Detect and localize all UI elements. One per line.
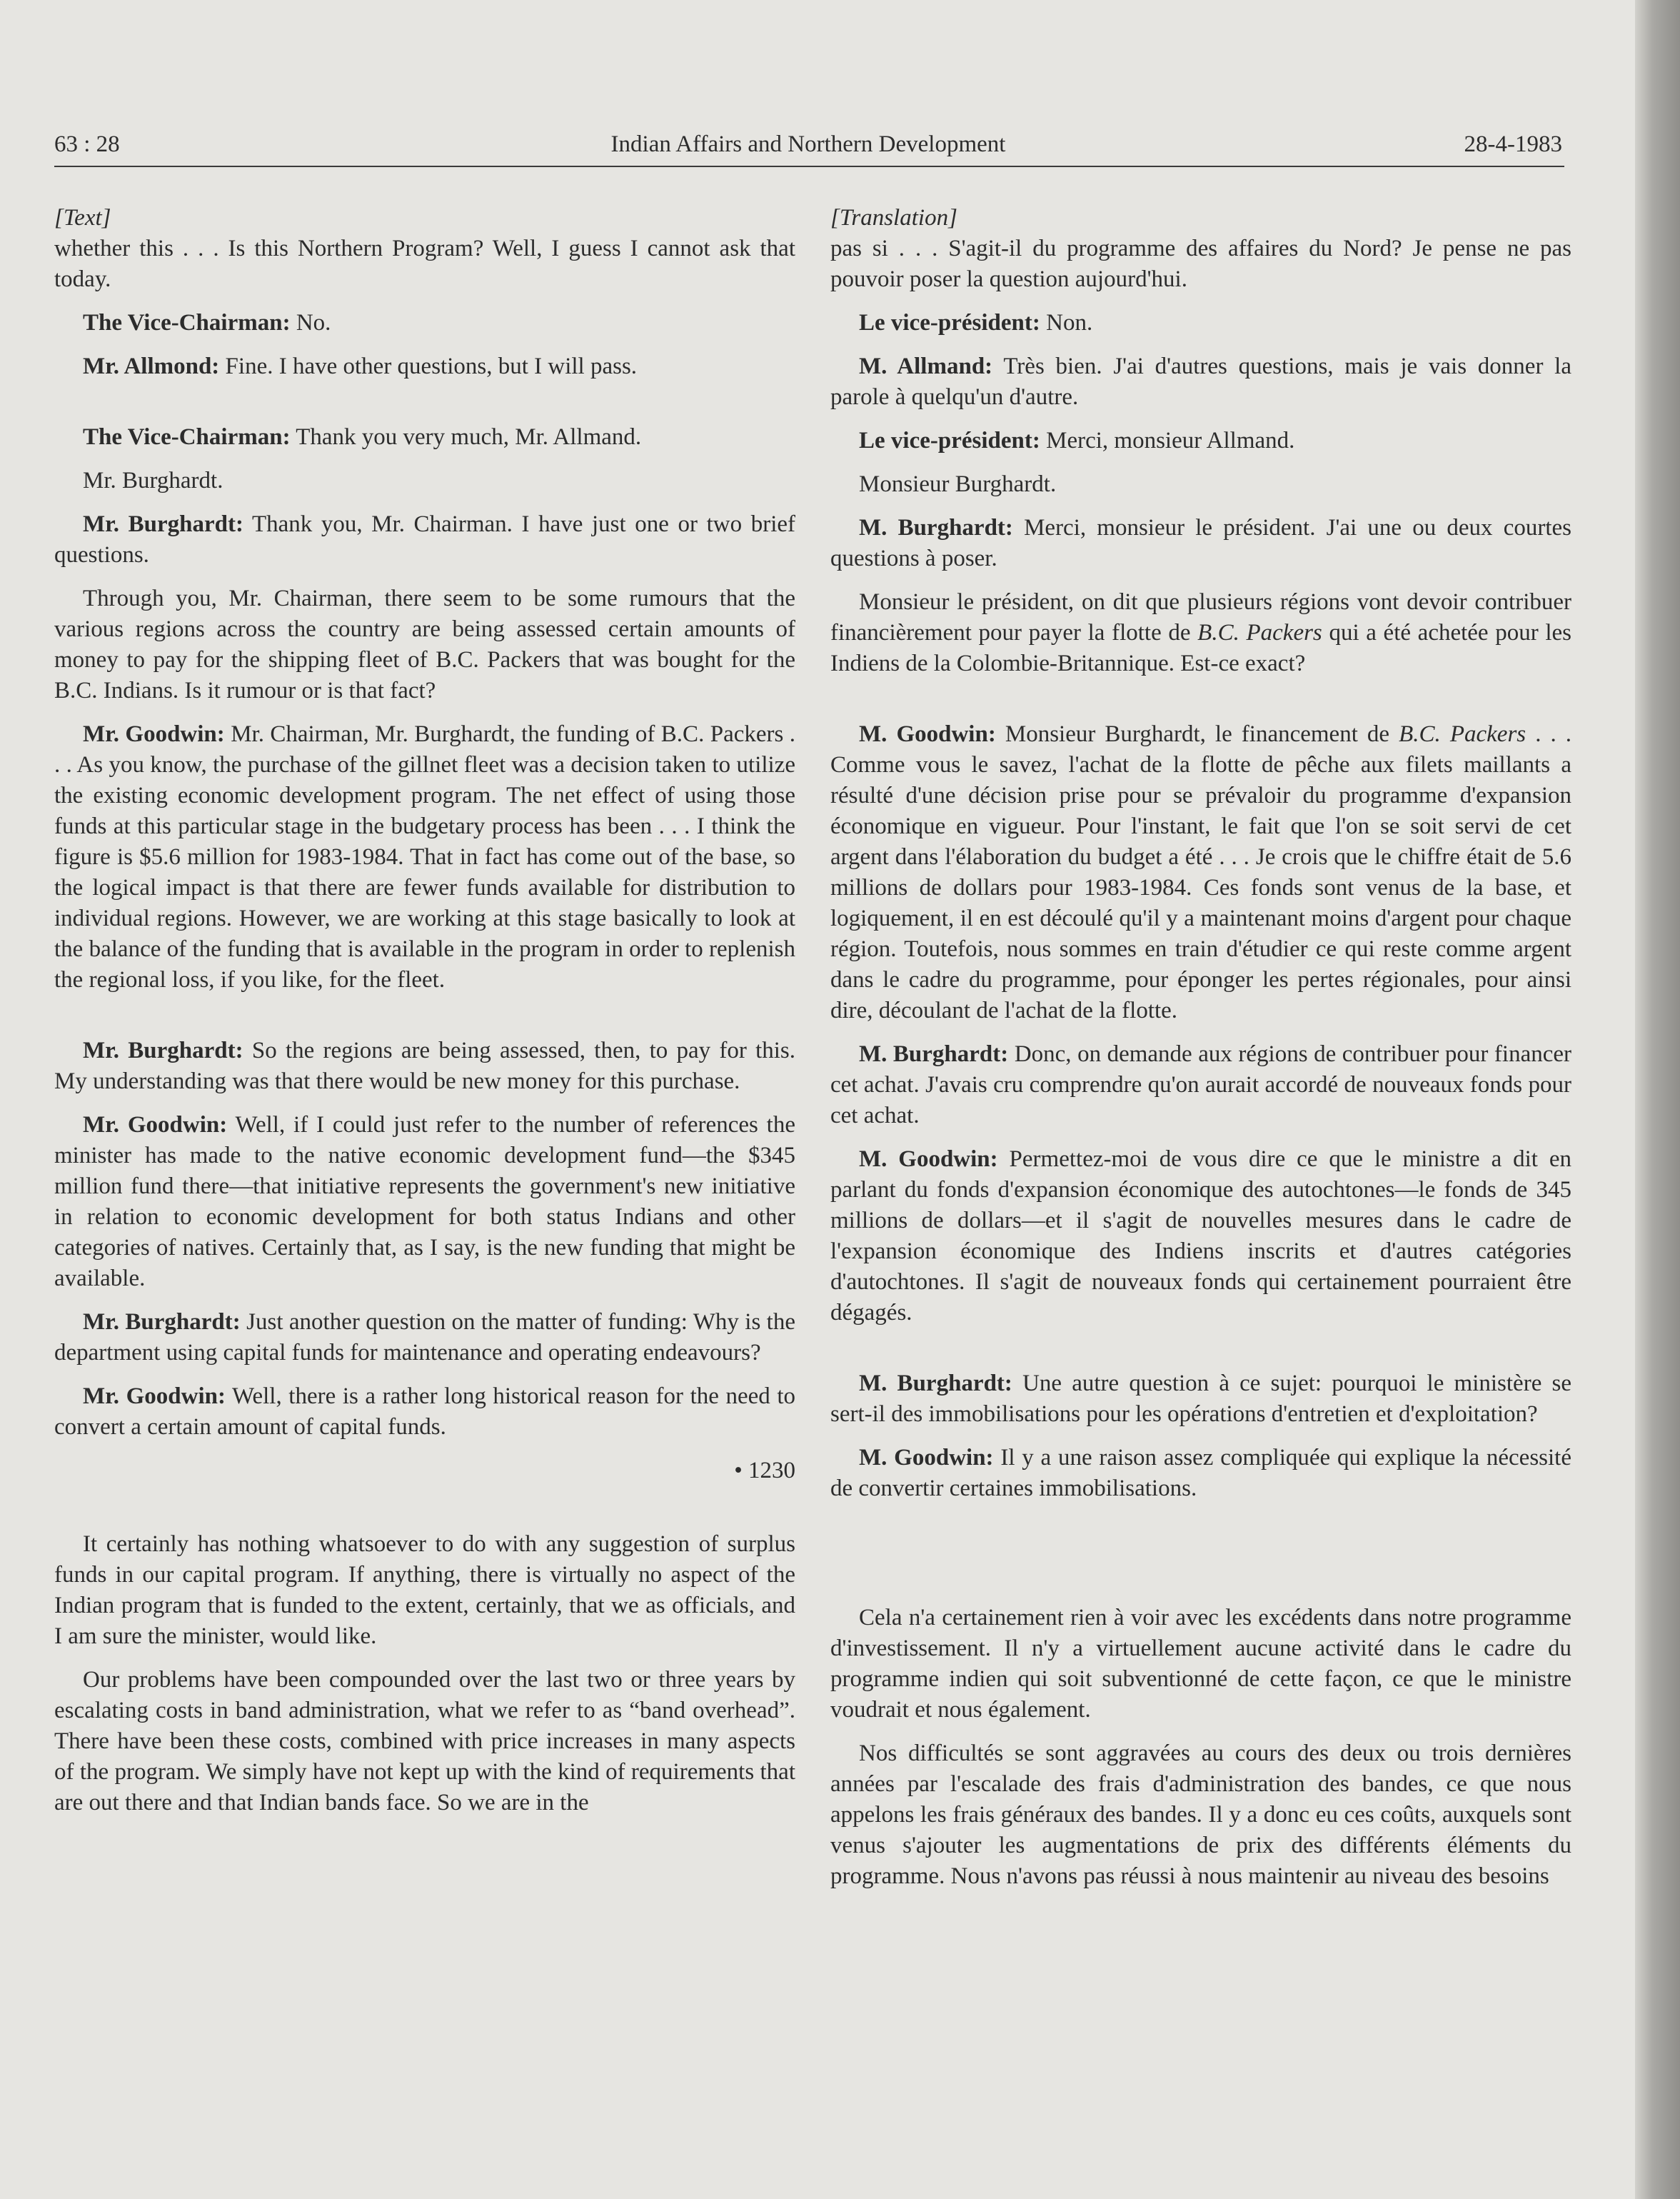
speaker-name: Mr. Goodwin:	[83, 1112, 228, 1138]
paragraph: M. Burghardt: Une autre question à ce sujet: pourquoi le ministère se sert-il des immobilisations pour les opérations d'entretien et d'exploitation?	[830, 1371, 1571, 1427]
paragraph: M. Goodwin: Il y a une raison assez compliquée qui explique la nécessité de convertir certaines immobilisations.	[830, 1445, 1571, 1501]
speaker-name: M. Allmand:	[859, 354, 993, 379]
paragraph: Monsieur le président, on dit que plusieurs régions vont devoir contribuer financièrement pour payer la flotte de B.C. Packers qui a été achetée pour les Indiens de la Colombie-Britannique. Est-ce exact?	[830, 589, 1572, 676]
speaker-name: M. Burghardt:	[859, 515, 1013, 541]
speaker-name: The Vice-Chairman:	[83, 310, 291, 336]
paragraph: Nos difficultés se sont aggravées au cours des deux ou trois dernières années par l'escalade des frais d'administration des bandes, ce que nous appelons les frais généraux des bandes. Il y a donc eu ces coûts, auxquels sont venus s'ajouter les augmentations de prix des différents éléments du programme. Nous n'avons pas réussi à nous maintenir au niveau des besoins	[830, 1740, 1571, 1889]
paragraph: It certainly has nothing whatsoever to do with any suggestion of surplus funds in our capital program. If anything, there is virtually no aspect of the Indian program that is funded to the extent, certainly, that we as officials, and I am sure the minister, would like.	[54, 1531, 795, 1649]
running-title: Indian Affairs and Northern Development	[610, 131, 1006, 157]
text-label: [Text]	[54, 205, 111, 231]
page-edge-shadow	[1635, 0, 1680, 2199]
paragraph: Mr. Burghardt: So the regions are being assessed, then, to pay for this. My understanding was that there would be new money for this purchase.	[54, 1038, 796, 1094]
paragraph: Mr. Burghardt.	[83, 468, 223, 494]
paragraph: Mr. Burghardt: Thank you, Mr. Chairman. I have just one or two brief questions.	[54, 511, 795, 568]
paragraph: Le vice-président: Merci, monsieur Allmand.	[859, 428, 1295, 454]
speaker-name: Mr. Goodwin:	[83, 721, 225, 747]
paragraph: M. Burghardt: Donc, on demande aux régions de contribuer pour financer cet achat. J'avais cru comprendre qu'on aurait accordé de nouveaux fonds pour cet achat.	[830, 1041, 1572, 1128]
paragraph: M. Goodwin: Monsieur Burghardt, le financement de B.C. Packers . . . Comme vous le savez, l'achat de la flotte de pêche aux filets maillants a résulté d'une décision prise pour se prévaloir du programme d'expansion économique en vigueur. Pour l'instant, le fait que l'on se soit servi de cet argent dans l'élaboration du budget a été . . . Je crois que le chiffre était de 5.6 millions de dollars pour 1983-1984. Ces fonds sont venus de la base, et logiquement, il en est découlé qu'il y a maintenant moins d'argent pour chaque région. Toutefois, nous sommes en train d'étudier ce qui reste comme argent dans le cadre du programme, pour éponger les pertes régionales, pour ainsi dire, découlant de l'achat de la flotte.	[830, 721, 1572, 1023]
paragraph: Mr. Goodwin: Well, there is a rather long historical reason for the need to convert a certain amount of capital funds.	[54, 1383, 796, 1440]
paragraph: pas si . . . S'agit-il du programme des affaires du Nord? Je pense ne pas pouvoir poser la question aujourd'hui.	[830, 236, 1571, 292]
speaker-name: M. Goodwin:	[859, 1445, 994, 1471]
paragraph: M. Allmand: Très bien. J'ai d'autres questions, mais je vais donner la parole à quelqu'un d'autre.	[830, 354, 1571, 410]
paragraph: Mr. Goodwin: Well, if I could just refer to the number of references the minister has made to the native economic development fund—the $345 million fund there—that initiative represents the government's new initiative in relation to economic development for both status Indians and other categories of natives. Certainly that, as I say, is the new funding that might be available.	[54, 1112, 795, 1291]
spacer	[830, 692, 1571, 719]
speaker-name: Le vice-président:	[859, 428, 1040, 454]
paragraph: The Vice-Chairman: Thank you very much, Mr. Allmand.	[83, 424, 642, 450]
speaker-name: M. Goodwin:	[859, 721, 996, 747]
speaker-name: Mr. Burghardt:	[83, 1038, 243, 1063]
paragraph: Through you, Mr. Chairman, there seem to be some rumours that the various regions across the country are being assessed certain amounts of money to pay for the shipping fleet of B.C. Packers that was bought for the B.C. Indians. Is it rumour or is that fact?	[54, 586, 795, 703]
speaker-name: Mr. Goodwin:	[83, 1383, 226, 1409]
paragraph: whether this . . . Is this Northern Program? Well, I guess I cannot ask that today.	[54, 236, 795, 292]
paragraph: M. Goodwin: Permettez-moi de vous dire ce que le ministre a dit en parlant du fonds d'expansion économique des autochtones—le fonds de 345 millions de dollars—et il s'agit de nouvelles mesures dans le cadre de l'expansion économique des Indiens inscrits et d'autres catégories d'autochtones. Il s'agit de nouveaux fonds qui certainement pourraient être dégagés.	[830, 1146, 1571, 1326]
paragraph: Monsieur Burghardt.	[859, 471, 1057, 497]
french-column	[830, 203, 1571, 1905]
time-marker: • 1230	[734, 1458, 795, 1483]
italic-name: B.C. Packers	[1197, 620, 1322, 646]
paragraph: Cela n'a certainement rien à voir avec les excédents dans notre programme d'investissement. Il n'y a virtuellement aucune activité dans le cadre du programme indien qui soit subventionné de cette façon, ce que le ministre voudrait et nous également.	[830, 1605, 1571, 1723]
header-rule	[54, 166, 1564, 167]
speaker-name: The Vice-Chairman:	[83, 424, 291, 450]
italic-name: B.C. Packers	[1399, 721, 1526, 747]
speaker-name: Mr. Burghardt:	[83, 511, 243, 537]
spacer	[830, 1517, 1571, 1560]
speaker-name: Mr. Burghardt:	[83, 1309, 241, 1335]
paragraph: Le vice-président: Non.	[859, 310, 1093, 336]
speaker-name: M. Burghardt:	[859, 1041, 1009, 1067]
page-header	[54, 131, 1562, 166]
speaker-name: M. Burghardt:	[859, 1371, 1012, 1396]
speaker-name: M. Goodwin:	[859, 1146, 998, 1172]
spacer	[830, 1341, 1571, 1368]
speaker-name: Mr. Allmond:	[83, 354, 220, 379]
paragraph: Mr. Goodwin: Mr. Chairman, Mr. Burghardt, the funding of B.C. Packers . . . As you know, the purchase of the gillnet fleet was a decision taken to utilize the existing economic development program. The net effect of using those funds at this particular stage in the budgetary process has been . . . I think the figure is $5.6 million for 1983-1984. That in fact has come out of the base, so the logical impact is that there are fewer funds available for distribution to individual regions. However, we are working at this stage basically to look at the balance of the funding that is available in the program in order to replenish the regional loss, if you like, for the fleet.	[54, 721, 795, 993]
speaker-name: Le vice-président:	[859, 310, 1040, 336]
spacer	[54, 395, 795, 422]
page-number: 63 : 28	[54, 131, 120, 157]
paragraph: The Vice-Chairman: No.	[83, 310, 331, 336]
spacer	[830, 1560, 1571, 1603]
spacer	[54, 1008, 795, 1036]
header-date: 28-4-1983	[1464, 131, 1562, 157]
translation-label: [Translation]	[830, 205, 957, 231]
paragraph: Our problems have been compounded over the last two or three years by escalating costs in band administration, what we refer to as “band overhead”. There have been these costs, combined with price increases in many aspects of the program. We simply have not kept up with the kind of requirements that are out there and that Indian bands face. So we are in the	[54, 1667, 795, 1815]
english-column	[54, 203, 795, 1831]
paragraph: Mr. Burghardt: Just another question on the matter of funding: Why is the department using capital funds for maintenance and operating endeavours?	[54, 1309, 796, 1366]
paragraph: Mr. Allmond: Fine. I have other questions, but I will pass.	[83, 354, 638, 379]
paragraph: M. Burghardt: Merci, monsieur le président. J'ai une ou deux courtes questions à poser.	[830, 515, 1571, 571]
